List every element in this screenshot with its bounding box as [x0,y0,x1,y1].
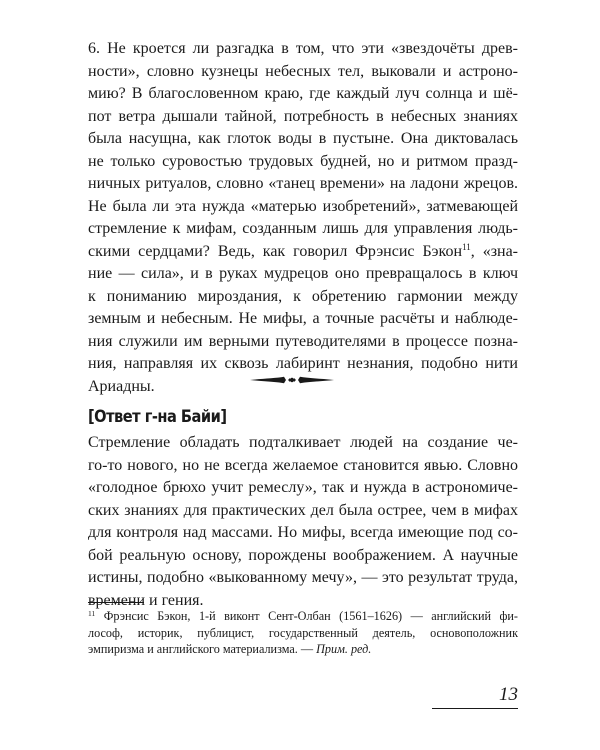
text-line: мию? В благословенном краю, где каждый луч солнца и шё- [88,85,518,102]
ornament-divider-icon [250,374,334,386]
text-line: Не была ли эта нужда «матерью изобретений», затмевающей [88,197,518,215]
text-line: ния, направляя их сквозь лабиринт незнания, подобно нити [88,355,518,372]
text-line: для контроля над массами. Но мифы, всегда имеющие под со- [88,524,518,541]
text-line: истины, подобно «выкованному мечу», — это результат труда, [88,569,518,586]
answer-paragraph [88,432,518,612]
footnote-line [88,641,518,658]
text-line: не только суровостью трудовых будней, но и ритмом празд- [88,152,518,170]
editor-note: Прим. ред. [316,642,372,656]
text-line: ских знаниях для практических дел была острее, чем в мифах [88,501,518,519]
footnote-line-text: Фрэнсис Бэкон, 1-й виконт Сент-Олбан (1561–1626) — английский фи- [95,609,518,623]
text-line: к пониманию мироздания, к обретению гармонии между [88,287,518,305]
text-line: ности», словно кузнецы небесных тел, выковали и астроно- [88,62,518,80]
page-number-rule [432,708,518,709]
text-line: ничных ритуалов, словно «танец времени» на ладони жрецов. [88,175,518,192]
text-line-with-footnote [88,241,518,264]
section-heading: [Ответ г-на Байи] [88,407,227,427]
text-line: Стремление обладать подталкивает людей на создание че- [88,434,518,451]
text-line: ния служили им верными путеводителями в процессе позна- [88,332,518,350]
text-line: пот ветра дышали тайной, потребность в небесных знаниях [88,107,518,125]
footnote-line-text: эмпиризма и английского материализма. — [88,642,317,656]
text-line-end: , «зна- [470,242,519,260]
main-text-block [88,38,518,398]
page-number: 13 [499,684,518,705]
text-line: бой реальную основу, порождены воображением. А научные [88,546,518,564]
text-line: была насущна, как глоток воды в пустыне. Она диктовалась [88,130,518,147]
text-line-start: скими сердцами? Ведь, как говорил Фрэнсис Бэкон [88,242,463,260]
text-line: «голодное брюхо учит ремеслу», так и нужда в астрономиче- [88,479,518,496]
text-line: земным и небесным. Не мифы, а точные расчёты и наблюде- [88,310,518,327]
text-line: Ариадны. [88,377,155,395]
footnote-line: лософ, историк, публицист, государственный деятель, основоположник [88,625,518,640]
footnote-line [88,608,518,625]
paragraph-6 [88,38,518,398]
text-line: го-то нового, но не всегда желаемое становится явью. Словно [88,456,518,474]
text-line: времени и гения. [88,591,204,609]
text-line: стремление к мифам, созданным лишь для управления людь- [88,220,518,237]
answer-block [88,432,518,612]
footnote-number: 11 [88,609,96,618]
footnote [88,608,518,658]
footnote-reference[interactable]: 11 [462,241,471,252]
text-line: 6. Не кроется ли разгадка в том, что эти «звездочёты древ- [88,40,518,57]
text-line: ние — сила», и в руках мудрецов оно превращалось в ключ [88,265,518,282]
footnote-separator [88,602,144,603]
